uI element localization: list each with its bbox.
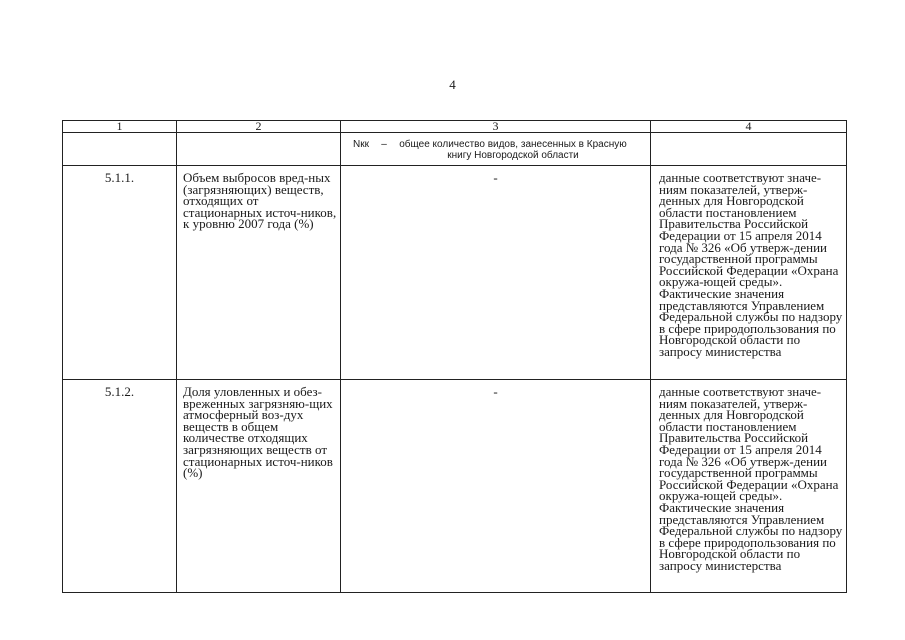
formula-description: общее количество видов, занесенных в Красную книгу Новгородской области <box>399 139 627 161</box>
page-number: 4 <box>449 77 456 92</box>
formula-symbol: Nкк <box>353 139 369 150</box>
indicator-name: Доля уловленных и обез-вреженных загрязняю-щих атмосферный воз-дух веществ в общем количестве отходящих загрязняющих веществ от стационарных источ-ников (%) <box>177 380 341 593</box>
row-number: 5.1.2. <box>63 380 177 593</box>
column-number-2: 2 <box>177 121 341 133</box>
empty-cell <box>63 133 177 166</box>
data-source: данные соответствуют значе-ниям показателей, утверж-денных для Новгородской области постановлением Правительства Российской Федерации от 15 апреля 2014 года № 326 «Об утверж-дении государственной программы Российской Федерации «Охрана окружа-ющей среды». Фактические значения представляются Управлением Федеральной службы по надзору в сфере природопользования по Новгородской области по запросу министерства <box>651 166 847 380</box>
calculation-method: - <box>341 166 651 380</box>
table-row <box>63 166 847 380</box>
empty-cell <box>651 133 847 166</box>
column-number-1: 1 <box>63 121 177 133</box>
calculation-method: - <box>341 380 651 593</box>
table-row <box>63 380 847 593</box>
indicator-name: Объем выбросов вред-ных (загрязняющих) веществ, отходящих от стационарных источ-ников, к уровню 2007 года (%) <box>177 166 341 380</box>
formula-cell <box>341 133 651 166</box>
formula-continuation-row <box>63 133 847 166</box>
indicator-table <box>62 120 847 593</box>
column-number-3: 3 <box>341 121 651 133</box>
empty-cell <box>177 133 341 166</box>
data-source: данные соответствуют значе-ниям показателей, утверж-денных для Новгородской области постановлением Правительства Российской Федерации от 15 апреля 2014 года № 326 «Об утверж-дении государственной программы Российской Федерации «Охрана окружа-ющей среды». Фактические значения представляются Управлением Федеральной службы по надзору в сфере природопользования по Новгородской области по запросу министерства <box>651 380 847 593</box>
row-number: 5.1.1. <box>63 166 177 380</box>
column-number-4: 4 <box>651 121 847 133</box>
formula-dash: – <box>381 139 387 150</box>
table-header-row <box>63 121 847 133</box>
